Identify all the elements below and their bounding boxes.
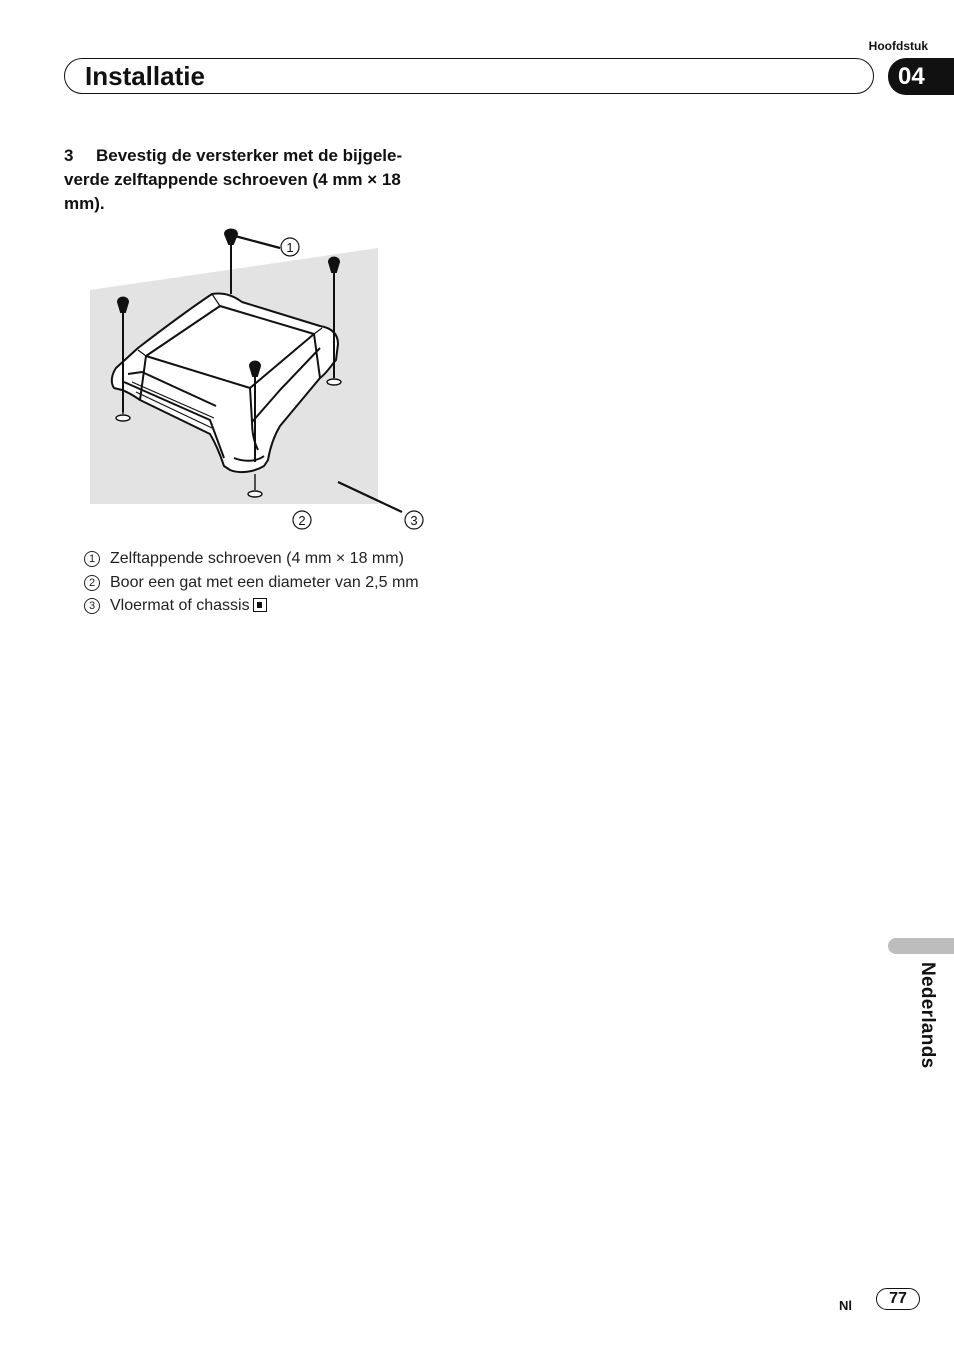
legend-item xyxy=(84,571,419,595)
figure-legend xyxy=(84,547,419,618)
callout-2 xyxy=(293,511,311,529)
callout-1 xyxy=(281,238,299,256)
section-title: Installatie xyxy=(85,61,205,91)
footer-language-code: Nl xyxy=(839,1298,852,1313)
step-instruction xyxy=(64,144,444,216)
legend-marker: 2 xyxy=(84,575,100,591)
legend-item xyxy=(84,547,419,571)
legend-text: Zelftappende schroeven (4 mm × 18 mm) xyxy=(110,550,404,567)
step-text: Bevestig de versterker met de bijgele-verde zelftappende schroeven (4 mm × 18 mm). xyxy=(64,146,403,213)
legend-text: Boor een gat met een diameter van 2,5 mm xyxy=(110,573,419,591)
legend-marker: 3 xyxy=(84,598,100,614)
callout-3 xyxy=(405,511,423,529)
amplifier-mounting-illustration xyxy=(84,222,440,538)
legend-item xyxy=(84,594,419,618)
language-tab-marker xyxy=(888,938,954,954)
chapter-number-tab: 04 xyxy=(888,58,954,95)
chapter-label: Hoofdstuk xyxy=(868,39,928,53)
legend-text: Vloermat of chassis xyxy=(110,597,250,614)
language-label: Nederlands xyxy=(917,962,938,1069)
section-title-bar xyxy=(64,58,874,94)
svg-text:3: 3 xyxy=(410,513,418,528)
step-number: 3 xyxy=(64,146,74,165)
svg-text:1: 1 xyxy=(286,240,294,255)
legend-marker: 1 xyxy=(84,551,100,567)
svg-text:2: 2 xyxy=(298,513,306,528)
end-of-section-icon xyxy=(253,598,267,612)
page-number: 77 xyxy=(876,1288,920,1310)
